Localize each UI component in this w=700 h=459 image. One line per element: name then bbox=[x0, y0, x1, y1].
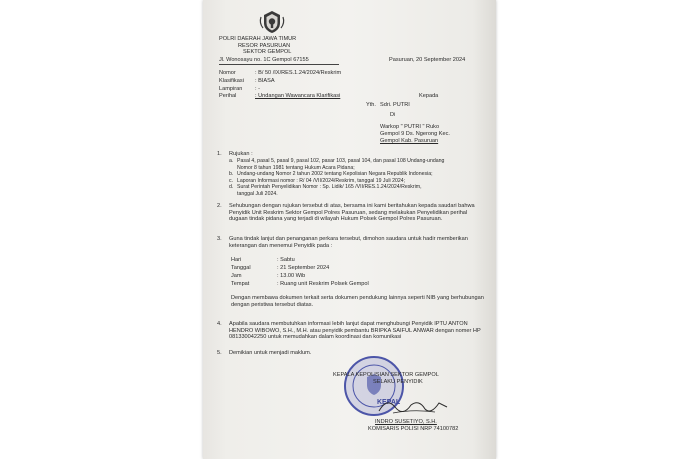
police-emblem-icon bbox=[258, 9, 286, 35]
recipient-di: Di bbox=[390, 112, 396, 118]
rujukan-b-line1: Undang-undang Nomor 2 tahun 2002 tentang Kepolisian Negara Republik Indonesia; bbox=[237, 171, 433, 177]
item-number-2: 2. bbox=[217, 203, 222, 209]
letter-date: Pasuruan, 20 September 2024 bbox=[389, 57, 466, 63]
nomor-label: Nomor bbox=[219, 70, 236, 76]
rujukan-a-line2: Nomor 8 tahun 1981 tentang Hukum Acara Pidana; bbox=[237, 164, 355, 171]
item-number-4: 4. bbox=[217, 321, 222, 327]
signatory-rank: KOMISARIS POLISI NRP 74100782 bbox=[368, 426, 459, 432]
hari-value: : Sabtu bbox=[277, 257, 295, 263]
rujukan-d-line1: Surat Perintah Penyelidikan Nomor : Sp. Lidik/ 165 /VII/RES.1.24/2024/Reskrim, bbox=[237, 184, 422, 190]
rujukan-d-line2: tanggal Juli 2024. bbox=[237, 190, 278, 197]
rujukan-a-line1: Pasal 4, pasal 5, pasal 9, pasal 102, pasar 103, pasal 104, dan pasal 108 Undang-undang bbox=[237, 158, 445, 164]
jam-label: Jam bbox=[231, 273, 242, 279]
letterhead-divider bbox=[219, 64, 339, 65]
recipient-addr3: Gempol Kab. Pasuruan bbox=[380, 138, 439, 144]
kepada-label: Kepada bbox=[419, 93, 439, 99]
yth-label: Yth. bbox=[366, 102, 376, 108]
signature-title-2: SELAKU PENYIDIK bbox=[373, 379, 423, 385]
recipient-name: Sdri. PUTRI bbox=[380, 102, 410, 108]
item-number-1: 1. bbox=[217, 151, 222, 157]
rujukan-b-label: b. bbox=[229, 171, 234, 177]
tempat-label: Tempat bbox=[231, 281, 250, 287]
tanggal-label: Tanggal bbox=[231, 265, 251, 271]
klasifikasi-value: : BIASA bbox=[255, 78, 275, 84]
perihal-value: : Undangan Wawancara Klarifikasi bbox=[255, 93, 341, 99]
signature-title-1: KEPALA KEPOLISIAN SEKTOR GEMPOL bbox=[333, 372, 439, 378]
stamp-text: KEPAL bbox=[377, 399, 401, 406]
letterhead-line2: RESOR PASURUAN bbox=[238, 42, 291, 49]
item-number-3: 3. bbox=[217, 236, 222, 242]
letterhead-address: Jl. Wonosayu no. 1C Gempol 67155 bbox=[219, 57, 309, 63]
jam-value: : 13.00 Wib bbox=[277, 273, 306, 279]
hari-label: Hari bbox=[231, 257, 242, 263]
lampiran-value: : - bbox=[255, 86, 260, 92]
item-number-5: 5. bbox=[217, 350, 222, 356]
paragraph-4: Apabila saudara membutuhkan informasi lebih lanjut dapat menghubungi Penyidik IPTU ANTON HENDRO WIBOWO, S.H., M.H. atau penyidik pembantu BRIPKA SAIFUL ANWAR dengan nomer HP 081330042250 untuk memudahkan dalam koordinasi dan komunikasi bbox=[229, 321, 481, 341]
tempat-value: : Ruang unit Reskrim Polsek Gempol bbox=[277, 281, 369, 287]
perihal-label: Perihal bbox=[219, 93, 237, 99]
tanggal-value: : 21 September 2024 bbox=[277, 265, 330, 271]
paragraph-3b: Dengan membawa dokumen terkait serta dokumen pendukung lainnya seperti NIB yang berhubungan dengan peristiwa tersebut diatas. bbox=[231, 295, 484, 308]
recipient-addr2: Gempol 9 Ds. Ngerong Kec. bbox=[380, 131, 450, 137]
rujukan-a-label: a. bbox=[229, 158, 234, 164]
rujukan-c-line1: Laporan Informasi nomor : R/ 04 /VII/2024/Reskrim, tanggal 19 Juli 2024; bbox=[237, 177, 406, 184]
signatory-name: INDRO SUSETIYO, S.H. bbox=[375, 419, 437, 425]
lampiran-label: Lampiran bbox=[219, 86, 243, 92]
letter-document bbox=[203, 0, 496, 459]
paragraph-2: Sehubungan dengan rujukan tersebut di atas, bersama ini kami beritahukan kepada saudari bahwa Penyidik Unit Reskrim Sektor Gempol Polres Pasuruan, sedang melakukan Penyelidikan perihal dugaan tindak pidana yang terjadi di wilayah Hukum Polsek Gempol Polres Pasuruan. bbox=[229, 203, 475, 223]
letterhead-line1: POLRI DAERAH JAWA TIMUR bbox=[219, 36, 297, 42]
rujukan-heading: Rujukan : bbox=[229, 151, 253, 157]
letterhead-line3: SEKTOR GEMPOL bbox=[243, 49, 292, 55]
recipient-addr1: Warkop " PUTRI " Ruko bbox=[380, 124, 440, 130]
nomor-value: : B/ 50 /IX/RES.1.24/2024/Reskrim bbox=[255, 70, 342, 76]
handwritten-signature-icon bbox=[373, 395, 453, 417]
rujukan-d-label: d. bbox=[229, 184, 234, 190]
rujukan-c-label: c. bbox=[229, 177, 234, 184]
klasifikasi-label: Klasifikasi bbox=[219, 78, 244, 84]
paragraph-5: Demikian untuk menjadi maklum. bbox=[229, 350, 312, 356]
paragraph-3: Guna tindak lanjut dan penanganan perkara tersebut, dimohon saudara untuk hadir memberikan keterangan dan menemui Penyidik pada : bbox=[229, 236, 468, 249]
